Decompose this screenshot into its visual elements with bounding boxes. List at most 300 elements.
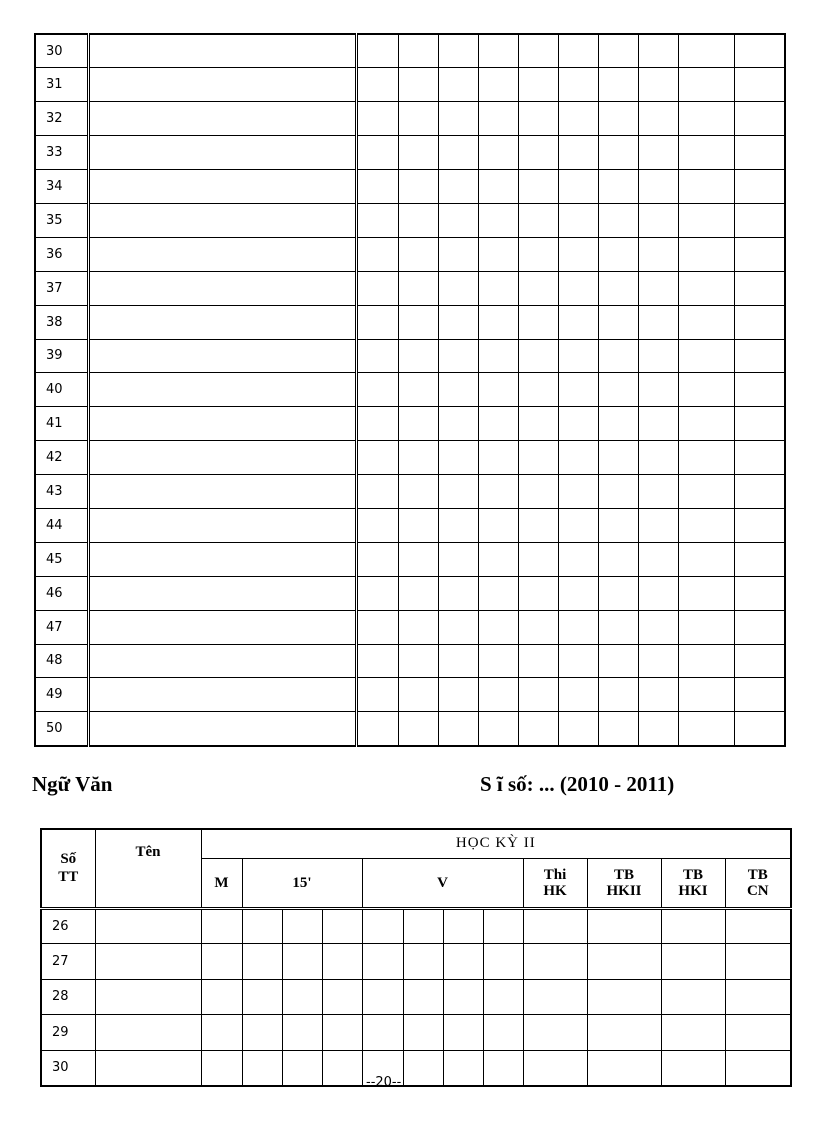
grade-cell[interactable] [523,1015,587,1051]
grade-cell[interactable] [398,339,438,373]
grade-cell[interactable] [438,102,478,136]
grade-cell[interactable] [518,34,558,68]
grade-cell[interactable] [398,271,438,305]
grade-cell[interactable] [242,908,282,944]
grade-cell[interactable] [638,203,678,237]
grade-cell[interactable] [443,944,483,980]
grade-cell[interactable] [598,542,638,576]
grade-cell[interactable] [518,305,558,339]
grade-cell[interactable] [725,979,791,1015]
grade-cell[interactable] [438,576,478,610]
grade-cell[interactable] [403,908,443,944]
grade-cell[interactable] [242,944,282,980]
grade-cell[interactable] [403,979,443,1015]
grade-cell[interactable] [598,34,638,68]
student-name-cell[interactable] [88,170,356,204]
grade-cell[interactable] [438,68,478,102]
grade-cell[interactable] [398,373,438,407]
grade-cell[interactable] [438,136,478,170]
grade-cell[interactable] [322,1015,362,1051]
grade-cell[interactable] [678,508,734,542]
grade-cell[interactable] [638,542,678,576]
grade-cell[interactable] [734,576,785,610]
grade-cell[interactable] [734,271,785,305]
grade-cell[interactable] [478,407,518,441]
grade-cell[interactable] [734,542,785,576]
grade-cell[interactable] [518,373,558,407]
grade-cell[interactable] [483,944,523,980]
grade-cell[interactable] [734,237,785,271]
grade-cell[interactable] [282,979,322,1015]
grade-cell[interactable] [438,203,478,237]
grade-cell[interactable] [201,944,242,980]
grade-cell[interactable] [587,1015,661,1051]
grade-cell[interactable] [725,1050,791,1086]
grade-cell[interactable] [558,68,598,102]
grade-cell[interactable] [678,68,734,102]
grade-cell[interactable] [734,339,785,373]
grade-cell[interactable] [403,944,443,980]
grade-cell[interactable] [356,576,398,610]
grade-cell[interactable] [478,441,518,475]
grade-cell[interactable] [478,542,518,576]
grade-cell[interactable] [598,441,638,475]
grade-cell[interactable] [558,136,598,170]
student-name-cell[interactable] [88,475,356,509]
grade-cell[interactable] [356,712,398,746]
row-number: 49 [35,678,88,712]
grade-cell[interactable] [598,136,638,170]
grade-cell[interactable] [598,712,638,746]
grade-cell[interactable] [398,136,438,170]
grade-cell[interactable] [356,441,398,475]
grade-cell[interactable] [518,678,558,712]
grade-cell[interactable] [518,237,558,271]
grade-cell[interactable] [734,712,785,746]
grade-cell[interactable] [478,102,518,136]
student-name-cell[interactable] [88,34,356,68]
grade-cell[interactable] [518,475,558,509]
grade-cell[interactable] [242,979,282,1015]
table-row [35,203,785,237]
student-name-cell[interactable] [88,373,356,407]
grade-cell[interactable] [478,170,518,204]
grade-cell[interactable] [678,237,734,271]
grade-cell[interactable] [638,610,678,644]
grade-cell[interactable] [598,305,638,339]
grade-cell[interactable] [678,542,734,576]
grade-cell[interactable] [518,102,558,136]
grade-cell[interactable] [356,407,398,441]
student-name-cell[interactable] [88,237,356,271]
grade-cell[interactable] [518,203,558,237]
grade-cell[interactable] [362,1015,403,1051]
grade-cell[interactable] [518,170,558,204]
grade-cell[interactable] [438,339,478,373]
student-name-cell[interactable] [95,1050,201,1086]
grade-cell[interactable] [523,908,587,944]
grade-cell[interactable] [638,373,678,407]
grade-cell[interactable] [362,908,403,944]
grade-cell[interactable] [638,237,678,271]
grade-cell[interactable] [587,979,661,1015]
grade-cell[interactable] [356,68,398,102]
grade-cell[interactable] [356,305,398,339]
grade-cell[interactable] [598,373,638,407]
table-row [35,644,785,678]
grade-cell[interactable] [598,68,638,102]
student-name-cell[interactable] [88,644,356,678]
grade-cell[interactable] [725,1015,791,1051]
grade-cell[interactable] [558,576,598,610]
student-name-cell[interactable] [88,576,356,610]
grade-cell[interactable] [678,305,734,339]
grade-cell[interactable] [725,944,791,980]
student-name-cell[interactable] [95,979,201,1015]
grade-cell[interactable] [558,678,598,712]
grade-cell[interactable] [518,508,558,542]
grade-cell[interactable] [478,644,518,678]
grade-cell[interactable] [322,944,362,980]
grade-cell[interactable] [483,1050,523,1086]
grade-cell[interactable] [398,441,438,475]
grade-cell[interactable] [362,979,403,1015]
grade-cell[interactable] [356,170,398,204]
grade-cell[interactable] [678,712,734,746]
grade-cell[interactable] [356,34,398,68]
student-name-cell[interactable] [88,68,356,102]
grade-cell[interactable] [678,576,734,610]
grade-cell[interactable] [598,475,638,509]
grade-cell[interactable] [356,136,398,170]
grade-cell[interactable] [356,102,398,136]
grade-cell[interactable] [398,102,438,136]
grade-cell[interactable] [523,1050,587,1086]
grade-cell[interactable] [518,610,558,644]
grade-cell[interactable] [356,678,398,712]
grade-cell[interactable] [734,610,785,644]
grade-cell[interactable] [638,678,678,712]
student-name-cell[interactable] [88,542,356,576]
grade-cell[interactable] [478,203,518,237]
grade-cell[interactable] [356,203,398,237]
grade-cell[interactable] [558,441,598,475]
grade-cell[interactable] [398,170,438,204]
grade-cell[interactable] [478,475,518,509]
student-name-cell[interactable] [95,908,201,944]
grade-cell[interactable] [558,610,598,644]
grade-cell[interactable] [558,339,598,373]
grade-cell[interactable] [558,712,598,746]
grade-cell[interactable] [598,271,638,305]
grade-cell[interactable] [734,441,785,475]
grade-cell[interactable] [403,1015,443,1051]
grade-cell[interactable] [678,339,734,373]
grade-cell[interactable] [478,339,518,373]
grade-cell[interactable] [734,475,785,509]
grade-cell[interactable] [638,271,678,305]
grade-cell[interactable] [443,908,483,944]
student-name-cell[interactable] [88,712,356,746]
grade-cell[interactable] [734,678,785,712]
grade-cell[interactable] [398,237,438,271]
grade-cell[interactable] [398,305,438,339]
grade-cell[interactable] [398,542,438,576]
grade-cell[interactable] [598,576,638,610]
grade-cell[interactable] [598,102,638,136]
grade-cell[interactable] [438,373,478,407]
grade-cell[interactable] [518,644,558,678]
grade-cell[interactable] [282,944,322,980]
grade-cell[interactable] [478,610,518,644]
student-name-cell[interactable] [95,944,201,980]
grade-cell[interactable] [598,170,638,204]
grade-cell[interactable] [518,68,558,102]
grade-cell[interactable] [478,576,518,610]
grade-cell[interactable] [438,508,478,542]
grade-cell[interactable] [438,441,478,475]
grade-cell[interactable] [598,237,638,271]
grade-cell[interactable] [523,944,587,980]
grade-cell[interactable] [478,678,518,712]
grade-cell[interactable] [598,508,638,542]
grade-cell[interactable] [558,373,598,407]
grade-cell[interactable] [598,203,638,237]
table-row [35,136,785,170]
grade-cell[interactable] [478,373,518,407]
grade-cell[interactable] [282,1050,322,1086]
grade-cell[interactable] [478,305,518,339]
grade-cell[interactable] [734,170,785,204]
student-name-cell[interactable] [88,271,356,305]
grade-cell[interactable] [398,475,438,509]
grade-cell[interactable] [558,644,598,678]
grade-cell[interactable] [678,644,734,678]
grade-cell[interactable] [398,34,438,68]
grade-cell[interactable] [598,678,638,712]
student-name-cell[interactable] [88,508,356,542]
grade-cell[interactable] [598,339,638,373]
grade-cell[interactable] [638,102,678,136]
grade-cell[interactable] [734,102,785,136]
student-name-cell[interactable] [95,1015,201,1051]
grade-cell[interactable] [398,68,438,102]
grade-cell[interactable] [518,271,558,305]
grade-cell[interactable] [322,979,362,1015]
grade-cell[interactable] [661,1050,725,1086]
grade-cell[interactable] [403,1050,443,1086]
grade-cell[interactable] [678,610,734,644]
student-name-cell[interactable] [88,203,356,237]
grade-cell[interactable] [661,1015,725,1051]
grade-cell[interactable] [734,68,785,102]
grade-cell[interactable] [661,944,725,980]
grade-cell[interactable] [638,644,678,678]
grade-cell[interactable] [483,979,523,1015]
grade-cell[interactable] [282,1015,322,1051]
grade-cell[interactable] [678,407,734,441]
grade-cell[interactable] [356,610,398,644]
grade-cell[interactable] [356,339,398,373]
grade-cell[interactable] [558,475,598,509]
grade-cell[interactable] [438,678,478,712]
grade-cell[interactable] [678,441,734,475]
grade-cell[interactable] [734,34,785,68]
grade-cell[interactable] [558,34,598,68]
grade-cell[interactable] [638,68,678,102]
grade-cell[interactable] [518,542,558,576]
grade-cell[interactable] [438,237,478,271]
grade-cell[interactable] [587,1050,661,1086]
grade-cell[interactable] [478,136,518,170]
grade-cell[interactable] [201,1015,242,1051]
grade-cell[interactable] [201,1050,242,1086]
grade-cell[interactable] [734,305,785,339]
student-name-cell[interactable] [88,610,356,644]
grade-cell[interactable] [558,407,598,441]
grade-cell[interactable] [558,508,598,542]
grade-cell[interactable] [201,979,242,1015]
grade-cell[interactable] [356,542,398,576]
grade-cell[interactable] [478,271,518,305]
grade-cell[interactable] [558,271,598,305]
grade-cell[interactable] [558,542,598,576]
grade-cell[interactable] [438,542,478,576]
grade-cell[interactable] [518,712,558,746]
grade-cell[interactable] [356,373,398,407]
grade-cell[interactable] [242,1050,282,1086]
student-name-cell[interactable] [88,102,356,136]
grade-cell[interactable] [638,576,678,610]
grade-cell[interactable] [478,508,518,542]
grade-cell[interactable] [598,644,638,678]
grade-cell[interactable] [478,34,518,68]
grade-cell[interactable] [518,407,558,441]
grade-cell[interactable] [678,678,734,712]
grade-cell[interactable] [362,944,403,980]
grade-cell[interactable] [598,610,638,644]
grade-cell[interactable] [438,610,478,644]
grade-cell[interactable] [638,34,678,68]
student-name-cell[interactable] [88,339,356,373]
grade-cell[interactable] [242,1015,282,1051]
grade-cell[interactable] [518,576,558,610]
grade-cell[interactable] [558,102,598,136]
grade-cell[interactable] [558,237,598,271]
grade-cell[interactable] [356,237,398,271]
grade-cell[interactable] [201,908,242,944]
grade-cell[interactable] [678,136,734,170]
grade-cell[interactable] [638,407,678,441]
grade-cell[interactable] [678,102,734,136]
grade-cell[interactable] [638,136,678,170]
grade-cell[interactable] [638,712,678,746]
grade-cell[interactable] [678,271,734,305]
grade-cell[interactable] [322,908,362,944]
grade-cell[interactable] [661,908,725,944]
grade-cell[interactable] [443,1015,483,1051]
grade-cell[interactable] [438,407,478,441]
table-row [35,339,785,373]
grade-cell[interactable] [478,237,518,271]
grade-cell[interactable] [638,475,678,509]
grade-cell[interactable] [398,644,438,678]
grade-cell[interactable] [734,644,785,678]
grade-cell[interactable] [483,908,523,944]
grade-cell[interactable] [587,908,661,944]
grade-cell[interactable] [558,203,598,237]
student-name-cell[interactable] [88,136,356,170]
grade-cell[interactable] [438,712,478,746]
grade-cell[interactable] [398,678,438,712]
grade-cell[interactable] [734,373,785,407]
grade-cell[interactable] [678,475,734,509]
grade-cell[interactable] [638,305,678,339]
student-name-cell[interactable] [88,305,356,339]
grade-cell[interactable] [356,508,398,542]
grade-cell[interactable] [398,203,438,237]
grade-cell[interactable] [734,407,785,441]
grade-cell[interactable] [478,712,518,746]
grade-cell[interactable] [398,407,438,441]
grade-cell[interactable] [443,1050,483,1086]
grade-cell[interactable] [598,407,638,441]
grade-cell[interactable] [398,576,438,610]
student-name-cell[interactable] [88,441,356,475]
grade-cell[interactable] [356,271,398,305]
grade-cell[interactable] [478,68,518,102]
student-name-cell[interactable] [88,407,356,441]
grade-cell[interactable] [638,441,678,475]
grade-cell[interactable] [518,339,558,373]
grade-cell[interactable] [398,610,438,644]
grade-cell[interactable] [483,1015,523,1051]
grade-cell[interactable] [678,170,734,204]
grade-cell[interactable] [398,508,438,542]
student-name-cell[interactable] [88,678,356,712]
grade-cell[interactable] [558,170,598,204]
grade-cell[interactable] [322,1050,362,1086]
grade-cell[interactable] [438,644,478,678]
grade-cell[interactable] [725,908,791,944]
grade-cell[interactable] [734,136,785,170]
grade-cell[interactable] [678,203,734,237]
grade-cell[interactable] [438,34,478,68]
grade-cell[interactable] [438,475,478,509]
grade-cell[interactable] [558,305,598,339]
grade-cell[interactable] [661,979,725,1015]
grade-cell[interactable] [282,908,322,944]
grade-cell[interactable] [356,644,398,678]
grade-cell[interactable] [678,34,734,68]
grade-cell[interactable] [438,170,478,204]
grade-cell[interactable] [523,979,587,1015]
grade-cell[interactable] [678,373,734,407]
grade-cell[interactable] [638,339,678,373]
grade-cell[interactable] [518,136,558,170]
grade-cell[interactable] [734,508,785,542]
grade-cell[interactable] [438,271,478,305]
grade-cell[interactable] [587,944,661,980]
grade-cell[interactable] [638,170,678,204]
grade-cell[interactable] [438,305,478,339]
grade-cell[interactable] [356,475,398,509]
grade-cell[interactable] [518,441,558,475]
grade-cell[interactable] [638,508,678,542]
grade-cell[interactable] [398,712,438,746]
grade-cell[interactable] [443,979,483,1015]
grade-cell[interactable] [734,203,785,237]
